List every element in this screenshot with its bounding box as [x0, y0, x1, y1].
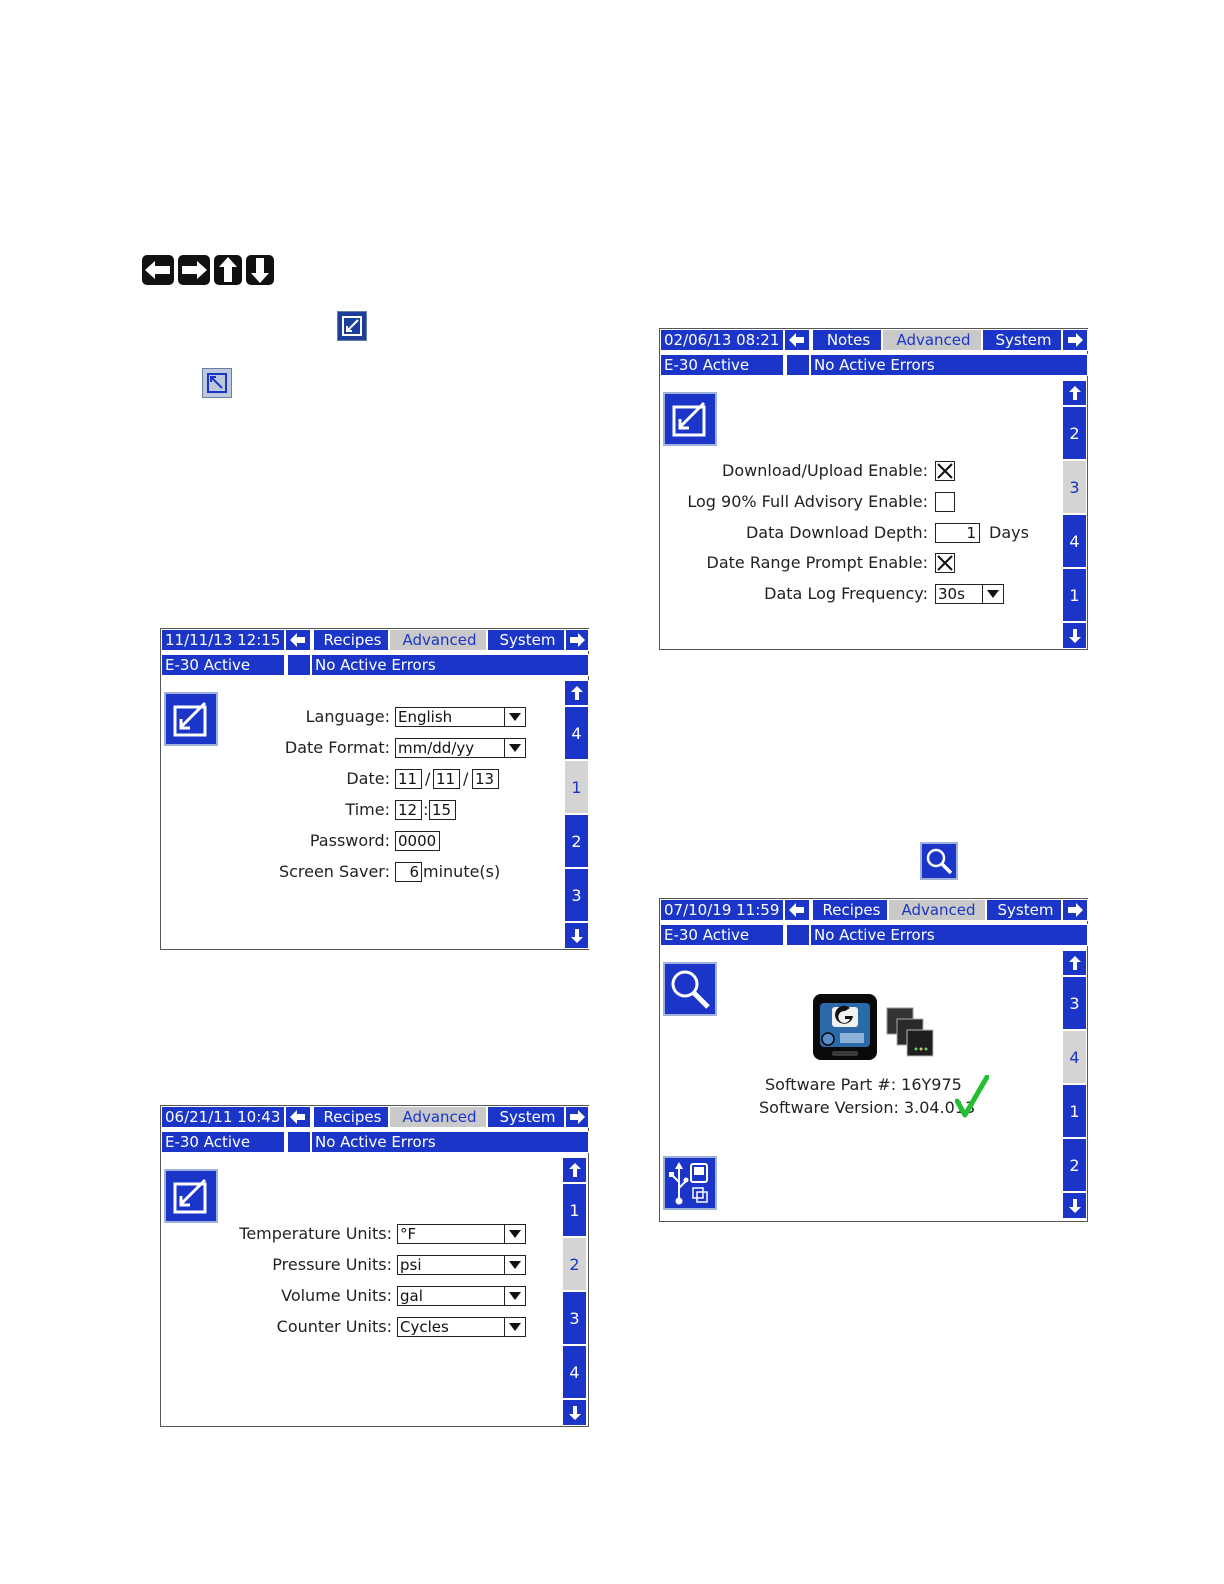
- tab-advanced[interactable]: Advanced: [389, 1106, 487, 1128]
- tab-left-button[interactable]: [784, 899, 810, 921]
- check-mark-icon: [955, 1075, 989, 1123]
- data-log-frequency-select[interactable]: 30s: [935, 584, 983, 604]
- scroll-down-button[interactable]: [1062, 1192, 1087, 1219]
- date-range-prompt-checkbox[interactable]: [935, 553, 955, 573]
- pressure-units-label: Pressure Units:: [272, 1255, 392, 1274]
- usb-screen: [659, 328, 1088, 650]
- screen-saver-field[interactable]: 6: [395, 862, 422, 882]
- tab-system[interactable]: System: [986, 899, 1062, 921]
- date-format-select[interactable]: mm/dd/yy: [395, 738, 505, 758]
- status-text: E-30 Active: [660, 924, 784, 946]
- page-button-selected[interactable]: 2: [562, 1237, 587, 1291]
- time-hour-field[interactable]: 12: [395, 800, 422, 820]
- page-button[interactable]: 1: [1062, 568, 1087, 622]
- exit-edit-mode-icon: [202, 368, 232, 398]
- edit-screen-icon[interactable]: [164, 692, 218, 746]
- time-separator: :: [423, 800, 429, 819]
- datetime: 02/06/13 08:21: [660, 329, 784, 351]
- tab-advanced[interactable]: Advanced: [882, 329, 982, 351]
- counter-units-select[interactable]: Cycles: [397, 1317, 505, 1337]
- data-download-depth-field[interactable]: 1: [935, 523, 980, 543]
- errors-text: No Active Errors: [311, 1131, 589, 1153]
- errors-text: No Active Errors: [810, 924, 1088, 946]
- page-button-selected[interactable]: 4: [1062, 1030, 1087, 1084]
- system-screen-1: [160, 628, 589, 950]
- page-button[interactable]: 4: [562, 1345, 587, 1399]
- tab-left-button[interactable]: [285, 629, 311, 651]
- chevron-down-icon[interactable]: [504, 1224, 526, 1244]
- download-upload-enable-label: Download/Upload Enable:: [722, 461, 928, 480]
- date-day-field[interactable]: 11: [433, 769, 460, 789]
- edit-screen-icon[interactable]: [663, 392, 717, 446]
- page-button[interactable]: 1: [1062, 1084, 1087, 1138]
- page-button[interactable]: 2: [564, 814, 589, 868]
- log-90-advisory-label: Log 90% Full Advisory Enable:: [687, 492, 928, 511]
- page-button[interactable]: 2: [1062, 406, 1087, 460]
- down-arrow-key-icon: [246, 255, 274, 285]
- temperature-units-select[interactable]: °F: [397, 1224, 505, 1244]
- usb-module-upgrade-icon[interactable]: [663, 1156, 717, 1210]
- screen-saver-unit: minute(s): [423, 862, 501, 881]
- right-arrow-key-icon: [178, 255, 210, 285]
- scroll-down-button[interactable]: [562, 1399, 587, 1426]
- status-indicator: [786, 354, 810, 376]
- page-button[interactable]: 4: [1062, 514, 1087, 568]
- scroll-up-button[interactable]: [1062, 950, 1087, 976]
- data-download-depth-unit: Days: [989, 523, 1029, 542]
- page-button[interactable]: 2: [1062, 1138, 1087, 1192]
- tab-recipes[interactable]: Recipes: [313, 629, 389, 651]
- system-screen-2: [160, 1105, 589, 1427]
- tab-recipes[interactable]: Recipes: [313, 1106, 389, 1128]
- chevron-down-icon[interactable]: [504, 1286, 526, 1306]
- datetime: 06/21/11 10:43: [161, 1106, 285, 1128]
- search-screen-icon[interactable]: [663, 962, 717, 1016]
- tab-advanced[interactable]: Advanced: [389, 629, 487, 651]
- tab-recipes[interactable]: Recipes: [812, 899, 888, 921]
- software-part-number: Software Part #: 16Y975: [765, 1075, 962, 1094]
- password-label: Password:: [309, 831, 390, 850]
- data-download-depth-label: Data Download Depth:: [745, 523, 928, 542]
- software-version: Software Version: 3.04.013: [759, 1098, 976, 1117]
- software-screen: [659, 898, 1088, 1222]
- download-upload-enable-checkbox[interactable]: [935, 461, 955, 481]
- page-button[interactable]: 3: [1062, 976, 1087, 1030]
- pressure-units-select[interactable]: psi: [397, 1255, 505, 1275]
- scroll-down-button[interactable]: [1062, 622, 1087, 649]
- tab-system[interactable]: System: [487, 1106, 565, 1128]
- volume-units-label: Volume Units:: [281, 1286, 392, 1305]
- status-indicator: [287, 1131, 311, 1153]
- date-range-prompt-label: Date Range Prompt Enable:: [706, 553, 928, 572]
- tab-right-button[interactable]: [565, 1106, 589, 1128]
- tab-right-button[interactable]: [1062, 329, 1088, 351]
- status-indicator: [786, 924, 810, 946]
- navigation-keys: [142, 255, 274, 285]
- tab-advanced[interactable]: Advanced: [888, 899, 986, 921]
- date-label: Date:: [346, 769, 390, 788]
- up-arrow-key-icon: [214, 255, 242, 285]
- datetime: 07/10/19 11:59: [660, 899, 784, 921]
- page-button[interactable]: 4: [564, 706, 589, 760]
- date-month-field[interactable]: 11: [395, 769, 422, 789]
- tab-system[interactable]: System: [487, 629, 565, 651]
- tab-left-button[interactable]: [784, 329, 810, 351]
- status-indicator: [287, 654, 311, 676]
- date-separator: /: [425, 769, 431, 788]
- language-label: Language:: [305, 707, 390, 726]
- time-minute-field[interactable]: 15: [429, 800, 456, 820]
- tab-left-button[interactable]: [285, 1106, 311, 1128]
- page-button[interactable]: 1: [562, 1183, 587, 1237]
- counter-units-label: Counter Units:: [276, 1317, 392, 1336]
- chevron-down-icon[interactable]: [504, 1255, 526, 1275]
- edit-screen-icon[interactable]: [164, 1169, 218, 1223]
- date-separator: /: [463, 769, 469, 788]
- temperature-units-label: Temperature Units:: [239, 1224, 392, 1243]
- left-arrow-key-icon: [142, 255, 174, 285]
- search-icon: [920, 842, 958, 880]
- chevron-down-icon[interactable]: [982, 584, 1004, 604]
- time-label: Time:: [345, 800, 390, 819]
- screen-saver-label: Screen Saver:: [278, 862, 390, 881]
- date-format-label: Date Format:: [284, 738, 390, 757]
- display-module-icon: [812, 993, 878, 1065]
- language-select[interactable]: English: [395, 707, 505, 727]
- password-field[interactable]: 0000: [395, 831, 440, 851]
- datetime: 11/11/13 12:15: [161, 629, 285, 651]
- scroll-up-button[interactable]: [562, 1157, 587, 1183]
- page-button-selected[interactable]: 3: [1062, 460, 1087, 514]
- page-button[interactable]: 3: [564, 868, 589, 922]
- date-year-field[interactable]: 13: [472, 769, 499, 789]
- scroll-up-button[interactable]: [1062, 380, 1087, 406]
- page-button-selected[interactable]: 1: [564, 760, 589, 814]
- status-text: E-30 Active: [161, 1131, 285, 1153]
- status-text: E-30 Active: [660, 354, 784, 376]
- chevron-down-icon[interactable]: [504, 707, 526, 727]
- status-text: E-30 Active: [161, 654, 285, 676]
- errors-text: No Active Errors: [311, 654, 589, 676]
- scroll-down-button[interactable]: [564, 922, 589, 949]
- edit-mode-icon: [337, 311, 367, 341]
- tab-right-button[interactable]: [565, 629, 589, 651]
- tab-notes[interactable]: Notes: [812, 329, 882, 351]
- chevron-down-icon[interactable]: [504, 738, 526, 758]
- chevron-down-icon[interactable]: [504, 1317, 526, 1337]
- volume-units-select[interactable]: gal: [397, 1286, 505, 1306]
- errors-text: No Active Errors: [810, 354, 1088, 376]
- tab-system[interactable]: System: [982, 329, 1062, 351]
- tab-right-button[interactable]: [1062, 899, 1088, 921]
- page-button[interactable]: 3: [562, 1291, 587, 1345]
- log-90-advisory-checkbox[interactable]: [935, 492, 955, 512]
- control-modules-icon: [886, 1007, 936, 1065]
- scroll-up-button[interactable]: [564, 680, 589, 706]
- data-log-frequency-label: Data Log Frequency:: [764, 584, 928, 603]
